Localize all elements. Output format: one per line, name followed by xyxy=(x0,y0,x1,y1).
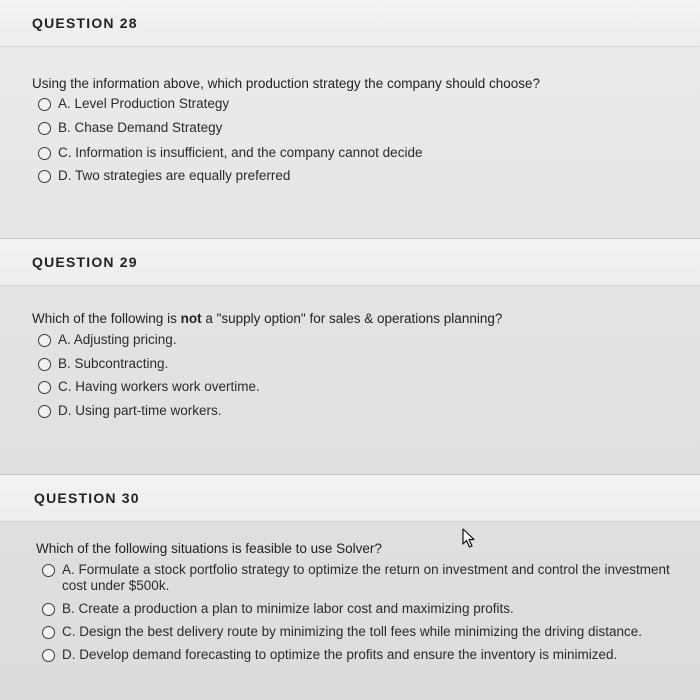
radio-unselected-icon[interactable] xyxy=(42,649,55,662)
option-label: A. Adjusting pricing. xyxy=(58,332,177,347)
question-28-title: QUESTION 28 xyxy=(32,15,138,31)
question-29-header xyxy=(0,238,700,286)
option-label: B. Create a production a plan to minimize labor cost and maximizing profits. xyxy=(62,601,514,616)
radio-unselected-icon[interactable] xyxy=(38,405,51,418)
radio-unselected-icon[interactable] xyxy=(42,564,55,577)
option-label: D. Two strategies are equally preferred xyxy=(58,168,291,183)
question-29-prompt xyxy=(32,311,502,326)
question-28-header xyxy=(0,0,700,47)
question-30-header xyxy=(0,474,700,522)
question-30-title: QUESTION 30 xyxy=(34,490,140,506)
radio-unselected-icon[interactable] xyxy=(38,147,51,160)
radio-unselected-icon[interactable] xyxy=(38,98,51,111)
question-29-title: QUESTION 29 xyxy=(32,254,138,270)
option-label: A. Formulate a stock portfolio strategy to optimize the return on investment and control the investment cost under $500k. xyxy=(62,562,670,593)
radio-unselected-icon[interactable] xyxy=(42,626,55,639)
question-30-prompt: Which of the following situations is feasible to use Solver? xyxy=(36,541,382,556)
option-label: C. Design the best delivery route by minimizing the toll fees while minimizing the driving distance. xyxy=(62,624,643,639)
prompt-text: Which of the following is xyxy=(32,311,181,326)
option-label: D. Develop demand forecasting to optimize the profits and ensure the inventory is minimized. xyxy=(62,647,618,662)
option-label: B. Subcontracting. xyxy=(58,356,169,371)
radio-unselected-icon[interactable] xyxy=(38,170,51,183)
option-label: C. Having workers work overtime. xyxy=(58,379,260,394)
prompt-text: a "supply option" for sales & operations planning? xyxy=(201,311,503,326)
question-28-prompt: Using the information above, which production strategy the company should choose? xyxy=(32,76,541,91)
radio-unselected-icon[interactable] xyxy=(42,603,55,616)
radio-unselected-icon[interactable] xyxy=(38,358,51,371)
prompt-emphasis: not xyxy=(180,311,202,326)
mouse-pointer-icon xyxy=(462,528,476,548)
radio-unselected-icon[interactable] xyxy=(38,334,51,347)
option-label: A. Level Production Strategy xyxy=(58,96,230,111)
option-label: C. Information is insufficient, and the company cannot decide xyxy=(58,145,423,160)
option-label: D. Using part-time workers. xyxy=(58,403,222,418)
option-label: B. Chase Demand Strategy xyxy=(58,120,223,135)
radio-unselected-icon[interactable] xyxy=(38,381,51,394)
radio-unselected-icon[interactable] xyxy=(38,122,51,135)
